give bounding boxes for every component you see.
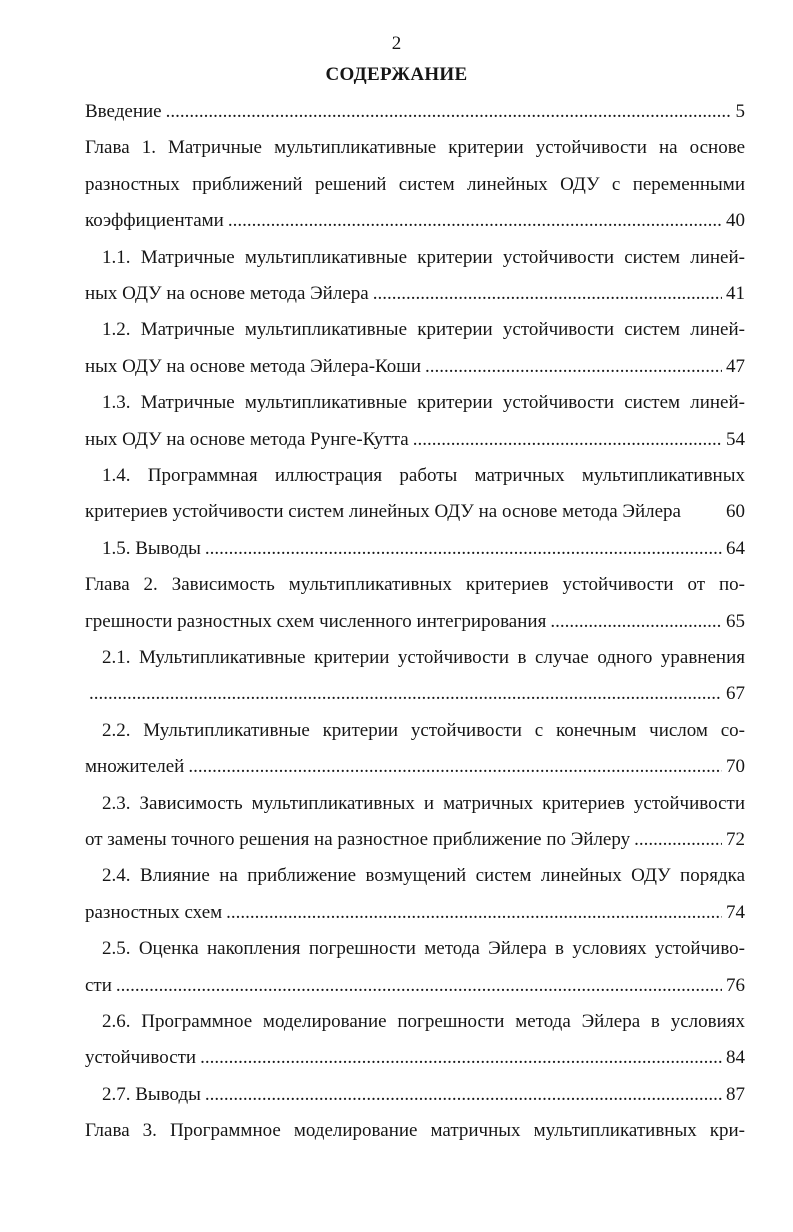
toc-entry-line: 1.1. Матричные мультипликативные критерии устойчивости систем линей- bbox=[102, 246, 745, 268]
dot-leader bbox=[205, 537, 722, 561]
toc-page-number: 74 bbox=[726, 901, 745, 923]
toc-entry[interactable] bbox=[85, 282, 745, 306]
toc-entry[interactable] bbox=[85, 974, 745, 998]
toc-entry-line: 2.2. Мультипликативные критерии устойчивости с конечным числом со- bbox=[102, 719, 745, 741]
dot-leader bbox=[226, 901, 722, 925]
toc-entry-title: 2.7. Выводы bbox=[102, 1083, 201, 1105]
toc-entry[interactable] bbox=[85, 610, 745, 634]
toc-entry[interactable] bbox=[102, 1083, 745, 1107]
toc-entry-line: Глава 3. Программное моделирование матричных мультипликативных кри- bbox=[85, 1120, 745, 1142]
toc-entry-line: 1.2. Матричные мультипликативные критерии устойчивости систем линей- bbox=[102, 319, 745, 341]
toc-page-number: 72 bbox=[726, 829, 745, 850]
dot-leader bbox=[228, 209, 722, 233]
dot-leader bbox=[89, 682, 722, 706]
toc-entry-line: 1.3. Матричные мультипликативные критерии устойчивости систем линей- bbox=[102, 392, 745, 414]
toc-entry[interactable] bbox=[102, 537, 745, 561]
page-number: 2 bbox=[391, 33, 402, 54]
toc-entry-title: 1.5. Выводы bbox=[102, 537, 201, 559]
toc-entry[interactable] bbox=[85, 755, 745, 779]
dot-leader bbox=[116, 974, 722, 998]
toc-entry-title: ных ОДУ на основе метода Эйлера-Коши bbox=[85, 355, 422, 377]
toc-entry[interactable] bbox=[85, 682, 745, 706]
toc-page-number: 40 bbox=[726, 210, 745, 232]
toc-entry-line: 1.4. Программная иллюстрация работы матричных мультипликативных bbox=[102, 465, 745, 486]
toc-entry-line: 2.5. Оценка накопления погрешности метода Эйлера в условиях устойчиво- bbox=[102, 938, 745, 960]
toc-page-number: 65 bbox=[726, 610, 745, 632]
toc-entry-line: Глава 1. Матричные мультипликативные критерии устойчивости на основе bbox=[85, 137, 745, 159]
dot-leader bbox=[634, 828, 722, 852]
toc-page-number: 84 bbox=[726, 1047, 745, 1069]
toc-entry[interactable] bbox=[85, 828, 745, 852]
toc-entry[interactable] bbox=[85, 100, 745, 124]
toc-entry-line: 2.6. Программное моделирование погрешности метода Эйлера в условиях bbox=[102, 1011, 745, 1032]
toc-page-number: 47 bbox=[726, 355, 745, 377]
toc-page-number: 87 bbox=[726, 1083, 745, 1105]
dot-leader bbox=[200, 1046, 722, 1070]
dot-leader bbox=[166, 100, 732, 124]
toc-entry-title: ных ОДУ на основе метода Рунге-Кутта bbox=[85, 428, 409, 450]
dot-leader bbox=[550, 610, 722, 634]
toc-page-number: 60 bbox=[726, 501, 745, 523]
toc-page-number: 5 bbox=[735, 101, 745, 122]
toc-entry-line: Глава 2. Зависимость мультипликативных критериев устойчивости от по- bbox=[85, 574, 745, 596]
toc-entry-title: коэффициентами bbox=[85, 210, 224, 232]
toc-entry[interactable] bbox=[85, 209, 745, 233]
dot-leader bbox=[373, 282, 722, 306]
toc-entry-line: 2.4. Влияние на приближение возмущений систем линейных ОДУ порядка bbox=[102, 865, 745, 887]
toc-page-number: 54 bbox=[726, 428, 745, 450]
toc-entry-line: 2.1. Мультипликативные критерии устойчивости в случае одного уравнения bbox=[102, 647, 745, 668]
toc-entry-line: разностных приближений решений систем линейных ОДУ с переменными bbox=[85, 173, 745, 195]
toc-entry-title: множителей bbox=[85, 756, 185, 778]
toc-entry-title: Введение bbox=[85, 101, 162, 122]
dot-leader bbox=[205, 1083, 722, 1107]
toc-entry-line: 2.3. Зависимость мультипликативных и матричных критериев устойчивости bbox=[102, 792, 745, 814]
toc-entry-title: устойчивости bbox=[85, 1047, 197, 1069]
dot-leader bbox=[188, 755, 722, 779]
toc-entry-title: ных ОДУ на основе метода Эйлера bbox=[85, 283, 369, 304]
toc-entry-title: сти bbox=[85, 974, 112, 996]
toc-entry[interactable] bbox=[85, 500, 745, 524]
toc-page-number: 41 bbox=[726, 283, 745, 304]
toc-entry[interactable] bbox=[85, 1046, 745, 1070]
toc-entry[interactable] bbox=[85, 355, 745, 379]
toc-entry[interactable] bbox=[85, 901, 745, 925]
dot-leader bbox=[425, 355, 722, 379]
toc-entry[interactable] bbox=[85, 428, 745, 452]
toc-entry-title: грешности разностных схем численного интегрирования bbox=[85, 610, 547, 632]
dot-leader bbox=[413, 428, 722, 452]
toc-page-number: 64 bbox=[726, 537, 745, 559]
toc-entry-title: критериев устойчивости систем линейных ОДУ на основе метода Эйлера bbox=[85, 501, 681, 523]
toc-page-number: 67 bbox=[726, 683, 745, 705]
toc-entry-title: разностных схем bbox=[85, 901, 223, 923]
toc-entry-title: от замены точного решения на разностное приближение по Эйлеру bbox=[85, 829, 631, 850]
toc-page-number: 70 bbox=[726, 756, 745, 778]
page-title: СОДЕРЖАНИЕ bbox=[325, 64, 468, 85]
toc-page-number: 76 bbox=[726, 974, 745, 996]
